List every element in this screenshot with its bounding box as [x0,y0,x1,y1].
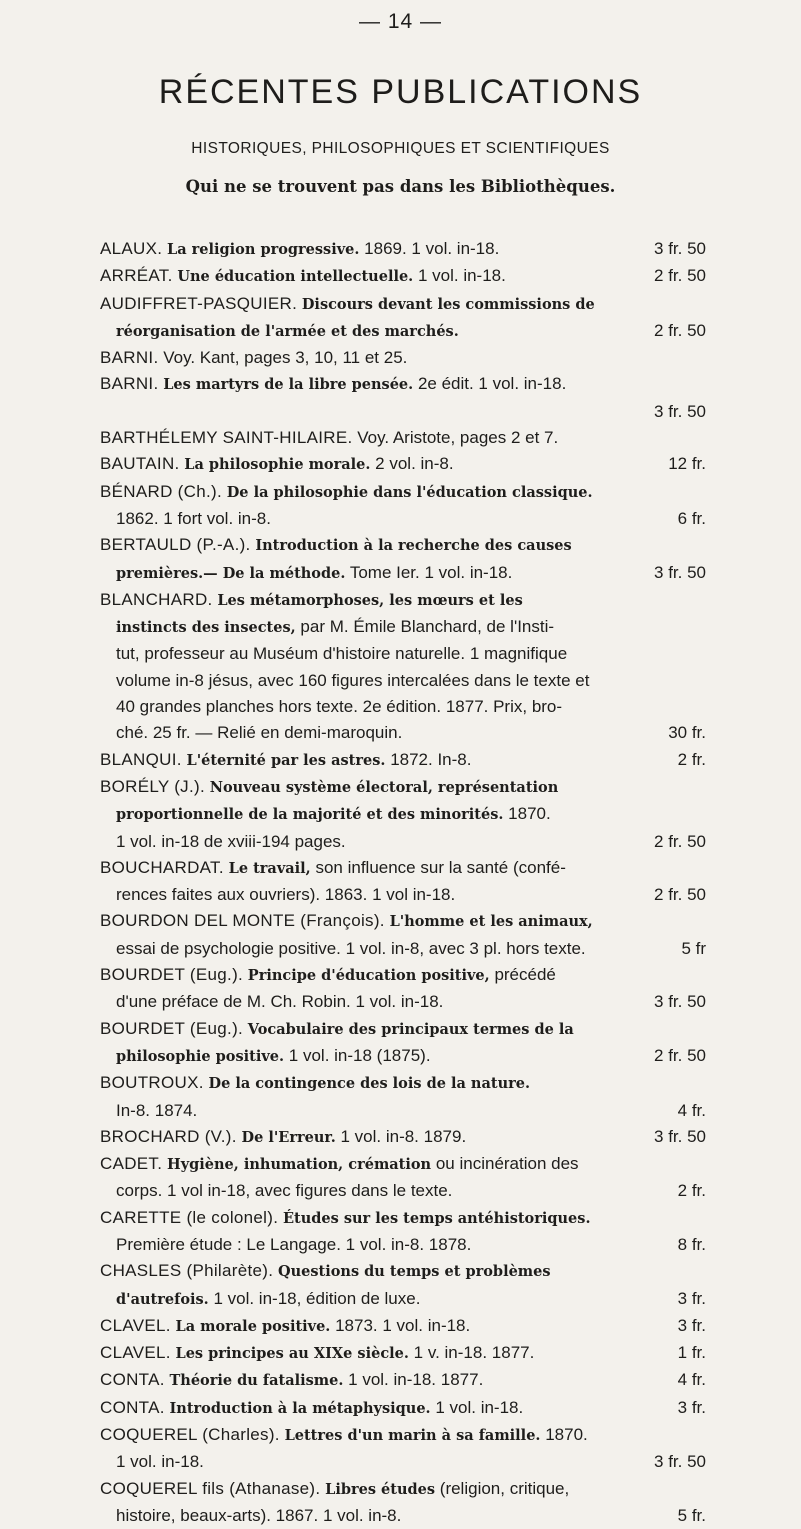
entry-details: d'une préface de M. Ch. Robin. 1 vol. in-18. [116,992,444,1012]
entry-author: CARETTE (le colonel). [100,1207,279,1227]
entry-author: CLAVEL. [100,1315,171,1335]
entry-details: essai de psychologie positive. 1 vol. in-8, avec 3 pl. hors texte. [116,938,586,958]
entry-author: BOURDET (Eug.). [100,1018,244,1038]
entry-price: 2 fr. 50 [654,320,706,340]
entry-details: 1 vol. in-18 de xviii-194 pages. [116,831,346,851]
entry-details: 1870. [508,804,551,824]
entry-price: 2 fr. 50 [654,266,706,286]
entry-work: Lettres d'un marin à sa famille. [284,1427,541,1445]
list-item [100,1422,706,1476]
entry-details: 1 vol. in-8. 1879. [340,1126,467,1146]
entry-author: BORÉLY (J.). [100,776,205,796]
entry-work: Principe d'éducation positive, [247,967,490,985]
entry-line [100,1395,706,1422]
entry-details: (religion, critique, [439,1478,570,1498]
entry-details: précédé [494,965,556,985]
entry-line [100,587,706,614]
entry-author: CADET. [100,1154,163,1174]
list-item [100,962,706,1016]
entry-line [100,1503,706,1529]
entry-details: 1869. 1 vol. in-18. [364,239,500,258]
entry-details: Première étude : Le Langage. 1 vol. in-8. 1878. [116,1234,472,1254]
entry-line [100,1367,706,1394]
entry-work: Études sur les temps antéhistoriques. [282,1209,591,1227]
entry-author: BOUCHARDAT. [100,857,224,877]
list-item [100,532,706,587]
list-item [100,1258,706,1313]
entry-work: réorganisation de l'armée et des marchés. [116,322,459,340]
list-item [100,1151,706,1205]
entry-price: 2 fr. [677,1181,706,1201]
entry-details: tut, professeur au Muséum d'histoire naturelle. 1 magnifique [116,644,568,664]
entry-work: De la philosophie dans l'éducation classique. [226,483,593,501]
entry-price: 3 fr. 50 [654,1126,706,1146]
entry-author: BLANQUI. [100,749,182,769]
entry-line [100,1232,706,1258]
entry-details: corps. 1 vol in-18, avec figures dans le texte. [116,1181,453,1201]
entry-line [100,774,706,801]
list-item [100,747,706,774]
entry-line [100,1449,706,1475]
entry-line [100,1258,706,1285]
entry-price: 3 fr. 50 [654,1452,706,1472]
entry-details: 40 grandes planches hors texte. 2e édition. 1877. Prix, bro- [116,697,563,717]
list-item [100,1313,706,1340]
entry-details: 1 vol. in-18 (1875). [288,1045,431,1065]
entry-details: In-8. 1874. [116,1100,198,1120]
entry-work: Les principes au XIXe siècle. [175,1345,409,1363]
entry-line [100,425,706,451]
entry-work: Questions du temps et problèmes [277,1263,551,1281]
entry-price: 8 fr. [677,1234,706,1254]
entry-price: 4 fr. [677,1370,706,1390]
entry-author: BLANCHARD. [100,589,213,609]
entry-author: CONTA. [100,1370,165,1390]
list-item [100,1124,706,1151]
entry-details: ché. 25 fr. — Relié en demi-maroquin. [116,723,403,743]
entry-work: Théorie du fatalisme. [169,1372,344,1390]
entry-price: 6 fr. [677,508,706,528]
entry-price: 3 fr. [677,1397,706,1417]
publication-list [100,236,706,1529]
entry-work: La morale positive. [175,1317,331,1335]
entry-author: BAUTAIN. [100,454,180,474]
entry-details: ou incinération des [435,1154,579,1174]
entry-details: 1862. 1 fort vol. in-8. [116,508,271,528]
entry-work: Introduction à la métaphysique. [169,1399,431,1417]
entry-details: volume in-8 jésus, avec 160 figures intercalées dans le texte et [116,670,590,690]
entry-price: 5 fr. [677,1505,706,1525]
entry-line [100,1286,706,1313]
entry-author: BOUTROUX. [100,1073,204,1093]
entry-author: BERTAULD (P.-A.). [100,535,251,555]
list-item [100,1367,706,1394]
entry-author: BARTHÉLEMY SAINT-HILAIRE. [100,428,353,448]
entry-work: De la contingence des lois de la nature. [208,1075,531,1093]
list-item [100,451,706,478]
entry-line [100,1124,706,1151]
list-item [100,1016,706,1071]
entry-work: L'éternité par les astres. [186,751,386,769]
list-item [100,1476,706,1529]
entry-work: instincts des insectes, [116,619,296,637]
entry-details: Voy. Aristote, pages 2 et 7. [357,428,559,448]
entry-line [100,1313,706,1340]
entry-details: Voy. Kant, pages 3, 10, 11 et 25. [163,348,408,368]
entry-work: La philosophie morale. [184,456,371,474]
entry-author: ALAUX. [100,239,163,258]
entry-work: premières.— De la méthode. [116,564,346,582]
entry-line [100,855,706,882]
entry-line [100,694,706,720]
entry-line [100,451,706,478]
list-item [100,587,706,747]
entry-line [100,1422,706,1449]
entry-work: De l'Erreur. [241,1128,336,1146]
entry-author: BARNI. [100,374,159,394]
list-item [100,425,706,451]
list-item [100,345,706,371]
page-tagline: Qui ne se trouvent pas dans les Bibliothèques. [185,177,616,196]
entry-details: 1870. [545,1425,588,1445]
entry-price: 30 fr. [668,723,706,743]
entry-author: COQUEREL (Charles). [100,1425,280,1445]
entry-details: 2e édit. 1 vol. in-18. [417,374,567,394]
entry-line [100,641,706,667]
entry-author: COQUEREL fils (Athanase). [100,1478,321,1498]
entry-price: 2 fr. 50 [654,1045,706,1065]
entry-details: 2 vol. in-8. [375,454,454,474]
entry-details: 1 vol. in-18. [116,1452,204,1472]
entry-details: son influence sur la santé (confé- [315,857,566,877]
entry-line [100,1151,706,1178]
entry-line [100,614,706,641]
entry-line [100,1205,706,1232]
list-item [100,855,706,909]
entry-details: 1873. 1 vol. in-18. [335,1315,471,1335]
entry-work: Les martyrs de la libre pensée. [163,376,414,394]
entry-price: 3 fr. 50 [654,401,706,421]
entry-line [100,801,706,828]
page-number: — 14 — [358,10,443,33]
entry-line [100,1178,706,1204]
page-title: RÉCENTES PUBLICATIONS [158,73,643,111]
entry-line [100,479,706,506]
entry-author: AUDIFFRET-PASQUIER. [100,293,298,313]
entry-work: L'homme et les animaux, [389,913,593,931]
entry-line [100,882,706,908]
list-item [100,236,706,263]
entry-author: BOURDON DEL MONTE (François). [100,911,385,931]
entry-line [100,668,706,694]
entry-line [100,1016,706,1043]
entry-details: 1872. In-8. [390,749,472,769]
entry-price: 4 fr. [677,1100,706,1120]
list-item [100,908,706,962]
entry-line [100,291,706,318]
entry-line [100,1098,706,1124]
entry-line [100,399,706,425]
entry-line [100,908,706,935]
entry-details: Tome Ier. 1 vol. in-18. [349,562,513,582]
entry-line [100,829,706,855]
list-item [100,479,706,533]
entry-line [100,371,706,398]
entry-price: 3 fr. [677,1315,706,1335]
entry-price: 2 fr. [677,749,706,769]
entry-line [100,747,706,774]
entry-author: BÉNARD (Ch.). [100,481,222,501]
entry-line [100,989,706,1015]
entry-price: 12 fr. [668,454,706,474]
entry-work: Les métamorphoses, les mœurs et les [217,591,523,609]
entry-line [100,318,706,345]
entry-line [100,560,706,587]
entry-author: CONTA. [100,1397,165,1417]
entry-work: Libres études [325,1480,436,1498]
list-item [100,1395,706,1422]
entry-work: Le travail, [228,859,311,877]
entry-line [100,1476,706,1503]
entry-line [100,1340,706,1367]
entry-work: Introduction à la recherche des causes [255,537,572,555]
entry-line [100,1043,706,1070]
entry-price: 2 fr. 50 [654,885,706,905]
entry-work: d'autrefois. [116,1290,209,1308]
entry-price: 2 fr. 50 [654,831,706,851]
entry-work: proportionnelle de la majorité et des minorités. [116,806,504,824]
entry-details: 1 vol. in-18. [435,1397,524,1417]
entry-line [100,345,706,371]
list-item [100,774,706,855]
entry-price: 3 fr. 50 [654,239,706,258]
entry-price: 3 fr. [677,1288,706,1308]
entry-work: Vocabulaire des principaux termes de la [247,1020,574,1038]
list-item [100,1340,706,1367]
entry-work: Nouveau système électoral, représentation [209,778,559,796]
entry-details: par M. Émile Blanchard, de l'Insti- [300,617,555,637]
entry-details: rences faites aux ouvriers). 1863. 1 vol in-18. [116,885,456,905]
entry-work: Hygiène, inhumation, crémation [167,1156,432,1174]
entry-price: 3 fr. 50 [654,562,706,582]
entry-author: BROCHARD (V.). [100,1126,237,1146]
entry-details: histoire, beaux-arts). 1867. 1 vol. in-8. [116,1505,402,1525]
entry-line [100,506,706,532]
entry-price: 5 fr [681,938,706,958]
entry-details: 1 vol. in-18, édition de luxe. [213,1288,421,1308]
entry-work: Discours devant les commissions de [301,295,595,313]
entry-line [100,962,706,989]
entry-line [100,1070,706,1097]
entry-line [100,236,706,263]
entry-line [100,263,706,290]
entry-work: La religion progressive. [167,241,360,258]
entry-author: BARNI. [100,348,159,368]
list-item [100,371,706,425]
list-item [100,291,706,346]
entry-author: CLAVEL. [100,1343,171,1363]
entry-details: 1 v. in-18. 1877. [413,1343,535,1363]
entry-author: CHASLES (Philarète). [100,1261,274,1281]
entry-line [100,532,706,559]
entry-work: philosophie positive. [116,1047,285,1065]
list-item [100,1070,706,1124]
entry-price: 3 fr. 50 [654,992,706,1012]
list-item [100,263,706,290]
entry-line [100,936,706,962]
entry-details: 1 vol. in-18. 1877. [348,1370,484,1390]
entry-line [100,720,706,746]
entry-price: 1 fr. [677,1343,706,1363]
entry-details: 1 vol. in-18. [417,266,506,286]
page-subtitle: HISTORIQUES, PHILOSOPHIQUES ET SCIENTIFIQUES [191,140,610,157]
entry-author: ARRÉAT. [100,266,173,286]
entry-work: Une éducation intellectuelle. [177,268,414,286]
list-item [100,1205,706,1259]
entry-author: BOURDET (Eug.). [100,965,244,985]
